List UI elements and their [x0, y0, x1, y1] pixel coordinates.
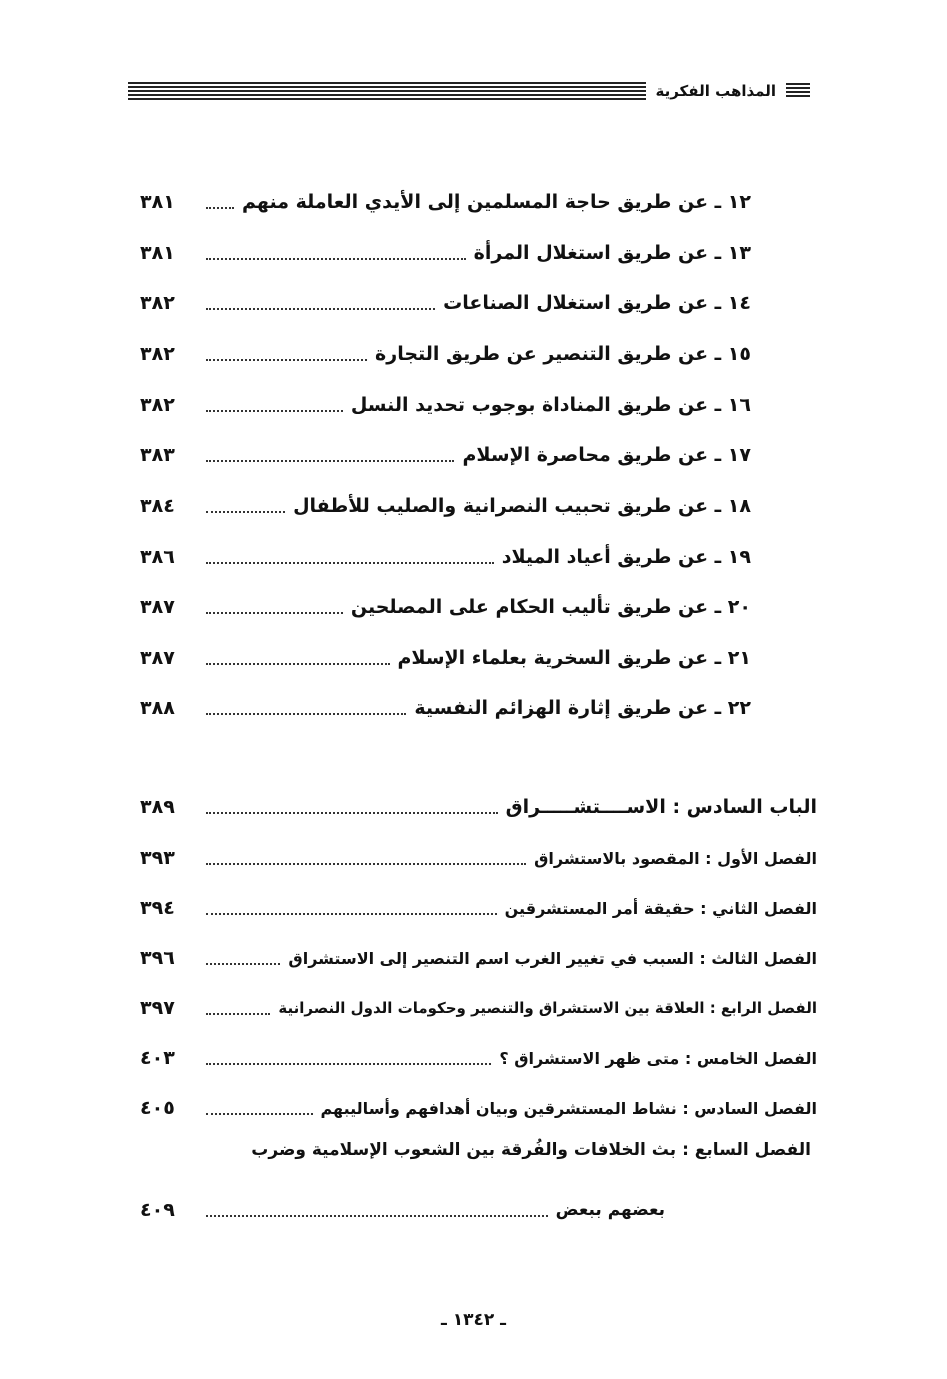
toc-entry [140, 286, 751, 320]
toc-chapter [140, 1091, 817, 1125]
toc-entry-title: ١٩ ـ عن طريق أعياد الميلاد [501, 546, 751, 568]
toc-entry [140, 590, 751, 624]
toc-entry-title: ١٧ ـ عن طريق محاصرة الإسلام [462, 444, 751, 466]
toc-entry-page: ٣٨٧ [140, 596, 175, 618]
toc-chapter-title: الفصل الخامس : متى ظهر الاستشراق ؟ [499, 1048, 817, 1068]
dot-leader [206, 308, 435, 310]
toc-chapter-page: ٤٠٣ [140, 1047, 175, 1069]
toc-entry-title: ١٦ ـ عن طريق المناداة بوجوب تحديد النسل [350, 394, 751, 416]
toc-chapter-title: الفصل الثالث : السبب في تغيير الغرب اسم التنصير إلى الاستشراق [288, 948, 817, 968]
toc-entry-page: ٣٨٨ [140, 697, 175, 719]
dot-leader [206, 1063, 491, 1065]
toc-entry [140, 337, 751, 371]
toc-entry-title: ١٣ ـ عن طريق استغلال المرأة [473, 242, 751, 264]
toc-chapter-page: ٣٩٧ [140, 997, 175, 1019]
toc-entry-page: ٣٨٢ [140, 292, 175, 314]
toc-entry-page: ٣٨١ [140, 191, 175, 213]
header-ornament-lines [128, 82, 646, 100]
dot-leader [206, 812, 498, 814]
running-title: المذاهب الفكرية [655, 82, 776, 100]
toc-entry-title: ٢٠ ـ عن طريق تأليب الحكام على المصلحين [350, 596, 751, 618]
dot-leader [206, 511, 285, 513]
toc-chapter-page: ٣٩٣ [140, 847, 175, 869]
toc-entry-title: ١٢ ـ عن طريق حاجة المسلمين إلى الأيدي العاملة منهم [242, 191, 751, 213]
toc-chapter [140, 941, 817, 975]
toc-entry-title: ٢٢ ـ عن طريق إثارة الهزائم النفسية [414, 697, 751, 719]
dot-leader [206, 410, 343, 412]
toc-entry-title: ٢١ ـ عن طريق السخرية بعلماء الإسلام [397, 647, 751, 669]
toc-entry-page: ٣٨٤ [140, 495, 175, 517]
toc-entry-page: ٣٨٢ [140, 394, 175, 416]
toc-chapter-title: الفصل الأول : المقصود بالاستشراق [534, 848, 817, 868]
toc-chapter-page: ٤٠٥ [140, 1097, 175, 1119]
toc-chapter-title: الفصل الرابع : العلاقة بين الاستشراق والتنصير وحكومات الدول النصرانية [278, 999, 817, 1017]
toc-entry [140, 540, 751, 574]
toc-entry [140, 641, 751, 675]
toc-entry [140, 489, 751, 523]
toc-entry-page: ٣٨١ [140, 242, 175, 264]
toc-chapter-first-line: الفصل السابع : بث الخلافات والفُرقة بين الشعوب الإسلامية وضرب [251, 1140, 811, 1160]
toc-chapter [140, 891, 817, 925]
dot-leader [206, 1113, 313, 1115]
dot-leader [206, 963, 280, 965]
toc-entry [140, 236, 751, 270]
header-ornament-small [786, 83, 810, 99]
toc-entry [140, 691, 751, 725]
page-number: ـ ١٣٤٢ ـ [441, 1310, 506, 1330]
toc-chapter-title: الفصل السادس : نشاط المستشرقين وبيان أهدافهم وأساليبهم [320, 1098, 817, 1118]
dot-leader [206, 1013, 270, 1015]
toc-entry-page: ٣٨٧ [140, 647, 175, 669]
toc-chapter [140, 1193, 665, 1227]
dot-leader [206, 359, 367, 361]
dot-leader [206, 562, 494, 564]
toc-entry-page: ٣٨٦ [140, 546, 175, 568]
dot-leader [206, 913, 497, 915]
dot-leader [206, 207, 234, 209]
toc-entry-title: ١٤ ـ عن طريق استغلال الصناعات [443, 292, 751, 314]
toc-entry-page: ٣٨٣ [140, 444, 175, 466]
dot-leader [206, 663, 390, 665]
running-header [128, 76, 810, 106]
dot-leader [206, 713, 406, 715]
toc-chapter-page: ٣٩٦ [140, 947, 175, 969]
toc-part-title: الباب السادس : الاســــتشـــــراق [505, 796, 817, 818]
dot-leader [206, 1215, 548, 1217]
toc-chapter-title-continued: بعضهم ببعض [555, 1200, 665, 1220]
toc-entry-title: ١٥ ـ عن طريق التنصير عن طريق التجارة [375, 343, 751, 365]
dot-leader [206, 460, 454, 462]
dot-leader [206, 863, 526, 865]
toc-chapter-page: ٤٠٩ [140, 1199, 175, 1221]
toc-entry-title: ١٨ ـ عن طريق تحبيب النصرانية والصليب للأطفال [293, 495, 751, 517]
toc-part-page: ٣٨٩ [140, 796, 175, 818]
toc-chapter-title: الفصل الثاني : حقيقة أمر المستشرقين [504, 898, 817, 918]
toc-chapter-page: ٣٩٤ [140, 897, 175, 919]
toc-chapter [140, 841, 817, 875]
toc-chapter [140, 1041, 817, 1075]
dot-leader [206, 258, 466, 260]
toc-entry [140, 185, 751, 219]
toc-chapter [140, 991, 817, 1025]
toc-entry [140, 388, 751, 422]
dot-leader [206, 612, 343, 614]
toc-entry [140, 438, 751, 472]
toc-entry-page: ٣٨٢ [140, 343, 175, 365]
toc-part-heading [140, 790, 817, 824]
